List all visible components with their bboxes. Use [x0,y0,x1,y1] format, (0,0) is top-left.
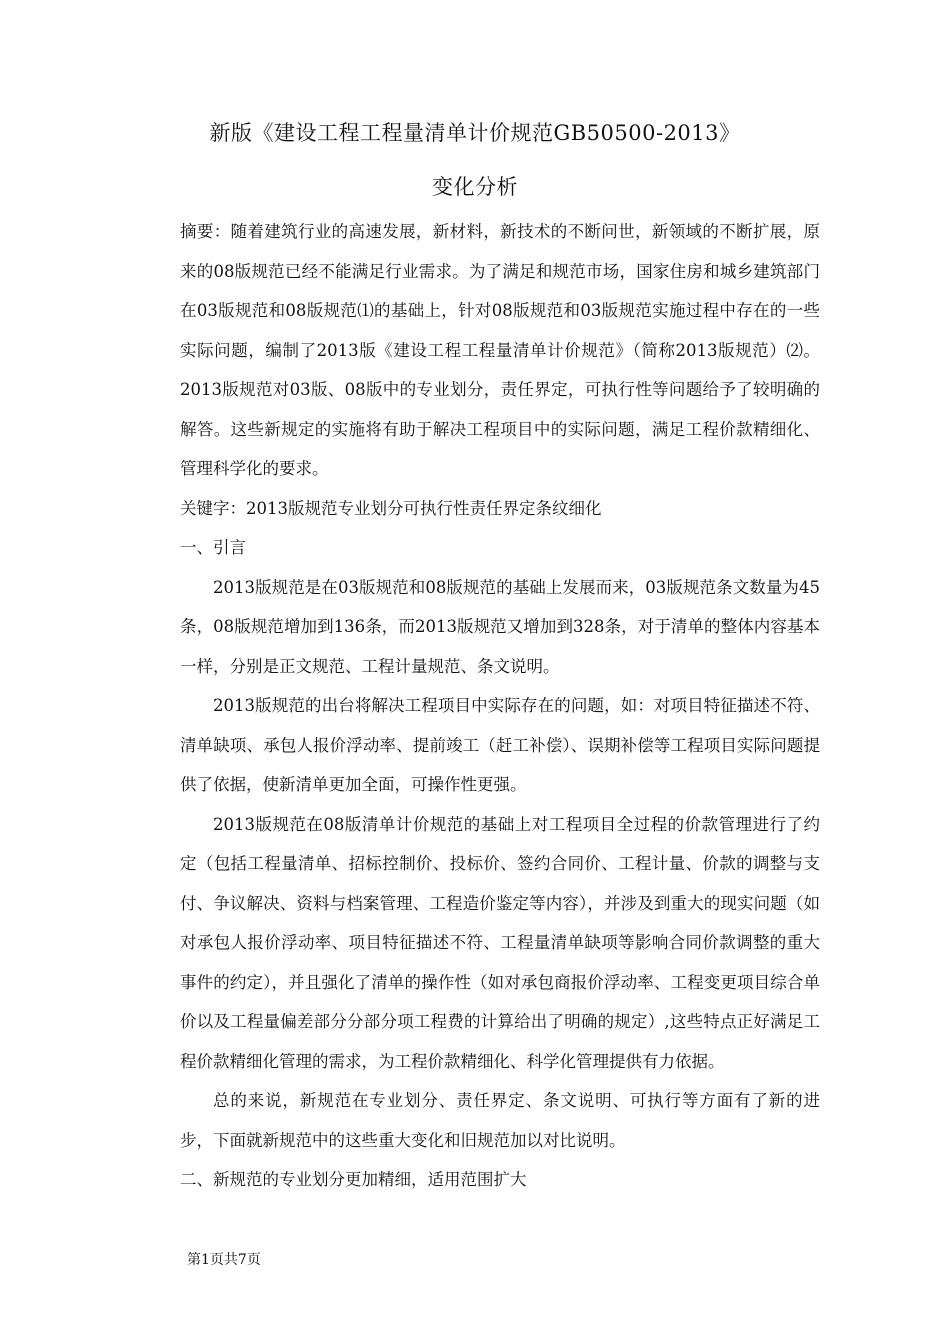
document-subtitle: 变化分析 [432,175,518,199]
keywords-line: 关键字：2013版规范专业划分可执行性责任界定条纹细化 [180,498,602,518]
body-paragraph: 总的来说，新规范在专业划分、责任界定、条文说明、可执行等方面有了新的进步，下面就新规范中的这些重大变化和旧规范加以对比说明。 [180,1091,820,1150]
document-body [180,212,820,1200]
page-number-footer: 第1页共7页 [187,1252,261,1268]
body-paragraph: 2013版规范的出台将解决工程项目中实际存在的问题，如：对项目特征描述不符、清单缺项、承包人报价浮动率、提前竣工（赶工补偿）、误期补偿等工程项目实际问题提供了依据，使新清单更加全面，可操作性更强。 [180,696,820,794]
body-paragraph: 2013版规范是在03版规范和08版规范的基础上发展而来，03版规范条文数量为45条，08版规范增加到136条，而2013版规范又增加到328条，对于清单的整体内容基本一样，分别是正文规范、工程计量规范、条文说明。 [180,577,820,676]
body-paragraph: 2013版规范在08版清单计价规范的基础上对工程项目全过程的价款管理进行了约定（包括工程量清单、招标控制价、投标价、签约合同价、工程计量、价款的调整与支付、争议解决、资料与档案管理、工程造价鉴定等内容），并涉及到重大的现实问题（如对承包人报价浮动率、项目特征描述不符、工程量清单缺项等影响合同价款调整的重大事件的约定），并且强化了清单的操作性（如对承包商报价浮动率、工程变更项目综合单价以及工程量偏差部分分部分项工程费的计算给出了明确的规定）,这些特点正好满足工程价款精细化管理的需求，为工程价款精细化、科学化管理提供有力依据。 [180,814,820,1071]
abstract-paragraph: 摘要：随着建筑行业的高速发展，新材料，新技术的不断问世，新领域的不断扩展，原来的08版规范已经不能满足行业需求。为了满足和规范市场，国家住房和城乡建筑部门在03版规范和08版规范⑴的基础上，针对08版规范和03版规范实施过程中存在的一些实际问题，编制了2013版《建设工程工程量清单计价规范》（简称2013版规范）⑵。2013版规范对03版、08版中的专业划分，责任界定，可执行性等问题给予了较明确的解答。这些新规定的实施将有助于解决工程项目中的实际问题，满足工程价款精细化、管理科学化的要求。 [180,222,820,478]
document-title: 新版《建设工程工程量清单计价规范GB50500-2013》 [209,121,741,145]
section-heading-introduction: 一、引言 [180,538,246,557]
section-heading-specialty-division: 二、新规范的专业划分更加精细，适用范围扩大 [180,1170,527,1189]
